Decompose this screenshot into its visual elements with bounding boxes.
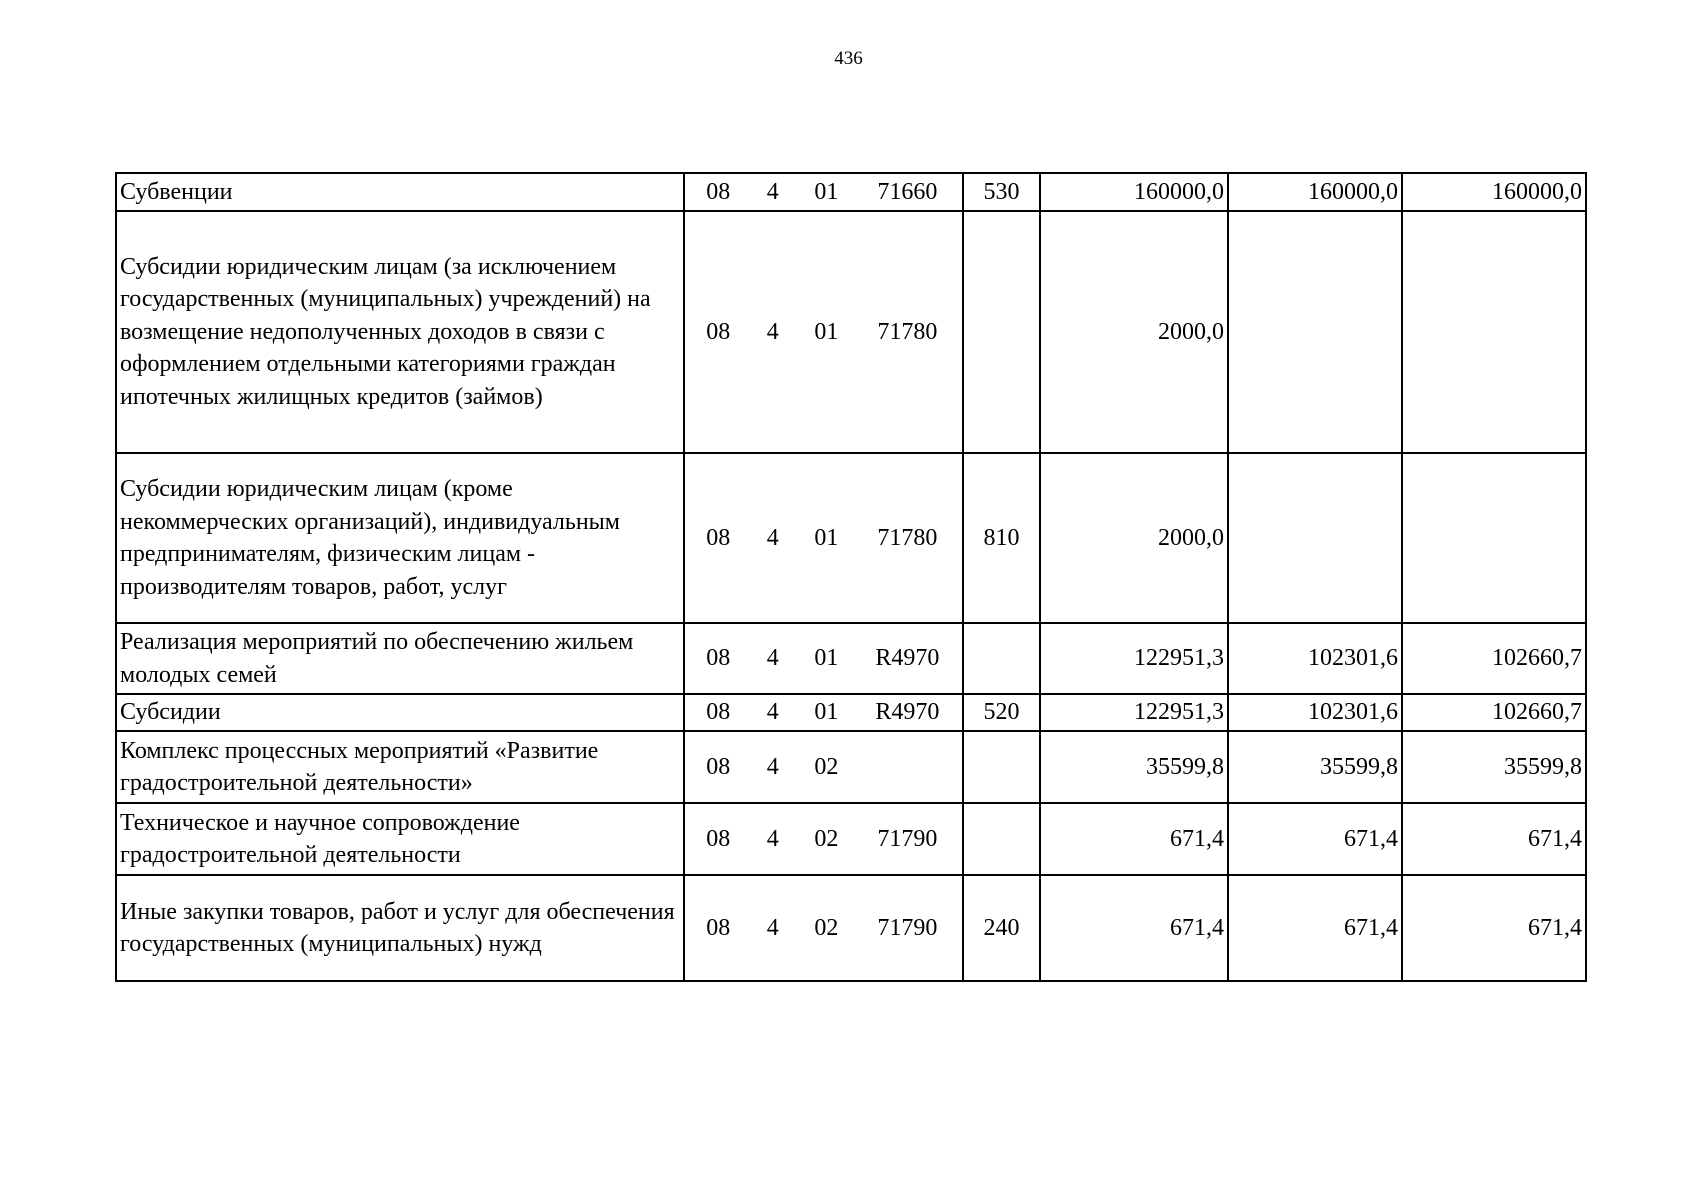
row-expense-type xyxy=(963,623,1040,694)
row-expense-type: 520 xyxy=(963,694,1040,731)
row-subprogram: 01 xyxy=(814,645,839,672)
row-amount-3: 102660,7 xyxy=(1402,623,1586,694)
row-name: Комплекс процессных мероприятий «Развитие градостроительной деятельности» xyxy=(116,731,684,803)
row-program: 4 xyxy=(766,825,779,852)
row-subprogram: 01 xyxy=(814,318,839,345)
row-section: 08 xyxy=(706,524,731,551)
row-name: Техническое и научное сопровождение градостроительной деятельности xyxy=(116,803,684,875)
table-row xyxy=(116,694,1586,731)
row-amount-3 xyxy=(1402,453,1586,623)
row-expense-type xyxy=(963,731,1040,803)
row-amount-3 xyxy=(1402,211,1586,453)
row-subprogram: 02 xyxy=(814,753,839,780)
row-amount-1: 671,4 xyxy=(1040,875,1228,981)
row-section: 08 xyxy=(706,318,731,345)
row-amount-1: 35599,8 xyxy=(1040,731,1228,803)
row-direction: 71790 xyxy=(877,825,938,852)
row-program: 4 xyxy=(766,914,779,941)
table-row xyxy=(116,731,1586,803)
row-section: 08 xyxy=(706,699,731,726)
row-amount-3: 671,4 xyxy=(1402,875,1586,981)
row-subprogram: 01 xyxy=(814,178,839,205)
row-amount-1: 671,4 xyxy=(1040,803,1228,875)
row-amount-1: 122951,3 xyxy=(1040,694,1228,731)
row-program: 4 xyxy=(766,645,779,672)
table-row xyxy=(116,875,1586,981)
row-name: Реализация мероприятий по обеспечению жильем молодых семей xyxy=(116,623,684,694)
row-amount-2: 35599,8 xyxy=(1228,731,1402,803)
row-codes xyxy=(684,694,963,731)
row-amount-2: 102301,6 xyxy=(1228,694,1402,731)
row-direction: 71780 xyxy=(877,318,938,345)
row-program: 4 xyxy=(766,699,779,726)
row-codes xyxy=(684,453,963,623)
row-amount-2: 671,4 xyxy=(1228,875,1402,981)
row-expense-type: 810 xyxy=(963,453,1040,623)
page-number: 436 xyxy=(834,48,863,69)
row-expense-type: 240 xyxy=(963,875,1040,981)
row-name: Субсидии юридическим лицам (за исключением государственных (муниципальных) учреждений) на возмещение недополученных доходов в связи с оформлением отдельными категориями граждан ипотечных жилищных кредитов (займов) xyxy=(116,211,684,453)
row-section: 08 xyxy=(706,753,731,780)
row-program: 4 xyxy=(766,178,779,205)
row-name: Субвенции xyxy=(116,173,684,211)
row-direction: R4970 xyxy=(875,645,940,672)
row-amount-2: 160000,0 xyxy=(1228,173,1402,211)
row-amount-1: 122951,3 xyxy=(1040,623,1228,694)
row-direction: 71780 xyxy=(877,524,938,551)
row-name: Субсидии юридическим лицам (кроме некоммерческих организаций), индивидуальным предпринимателям, физическим лицам - производителям товаров, работ, услуг xyxy=(116,453,684,623)
row-section: 08 xyxy=(706,825,731,852)
row-subprogram: 02 xyxy=(814,825,839,852)
row-codes xyxy=(684,173,963,211)
row-subprogram: 02 xyxy=(814,914,839,941)
row-direction: 71660 xyxy=(877,178,938,205)
table-row xyxy=(116,173,1586,211)
row-amount-3: 35599,8 xyxy=(1402,731,1586,803)
row-subprogram: 01 xyxy=(814,699,839,726)
row-amount-3: 671,4 xyxy=(1402,803,1586,875)
row-section: 08 xyxy=(706,178,731,205)
row-expense-type: 530 xyxy=(963,173,1040,211)
row-expense-type xyxy=(963,803,1040,875)
row-name: Субсидии xyxy=(116,694,684,731)
table-row xyxy=(116,803,1586,875)
row-amount-2: 671,4 xyxy=(1228,803,1402,875)
row-program: 4 xyxy=(766,524,779,551)
row-amount-3: 102660,7 xyxy=(1402,694,1586,731)
row-codes xyxy=(684,731,963,803)
table-row xyxy=(116,211,1586,453)
row-expense-type xyxy=(963,211,1040,453)
row-amount-1: 160000,0 xyxy=(1040,173,1228,211)
row-direction: R4970 xyxy=(875,699,940,726)
row-codes xyxy=(684,623,963,694)
row-amount-1: 2000,0 xyxy=(1040,211,1228,453)
row-section: 08 xyxy=(706,914,731,941)
row-subprogram: 01 xyxy=(814,524,839,551)
row-codes xyxy=(684,211,963,453)
row-amount-2 xyxy=(1228,211,1402,453)
row-section: 08 xyxy=(706,645,731,672)
budget-table xyxy=(115,172,1587,982)
row-program: 4 xyxy=(766,318,779,345)
row-codes xyxy=(684,803,963,875)
row-amount-3: 160000,0 xyxy=(1402,173,1586,211)
table-row xyxy=(116,453,1586,623)
row-name: Иные закупки товаров, работ и услуг для обеспечения государственных (муниципальных) нужд xyxy=(116,875,684,981)
row-amount-2 xyxy=(1228,453,1402,623)
table-row xyxy=(116,623,1586,694)
row-program: 4 xyxy=(766,753,779,780)
row-direction: 71790 xyxy=(877,914,938,941)
row-amount-1: 2000,0 xyxy=(1040,453,1228,623)
row-codes xyxy=(684,875,963,981)
row-amount-2: 102301,6 xyxy=(1228,623,1402,694)
